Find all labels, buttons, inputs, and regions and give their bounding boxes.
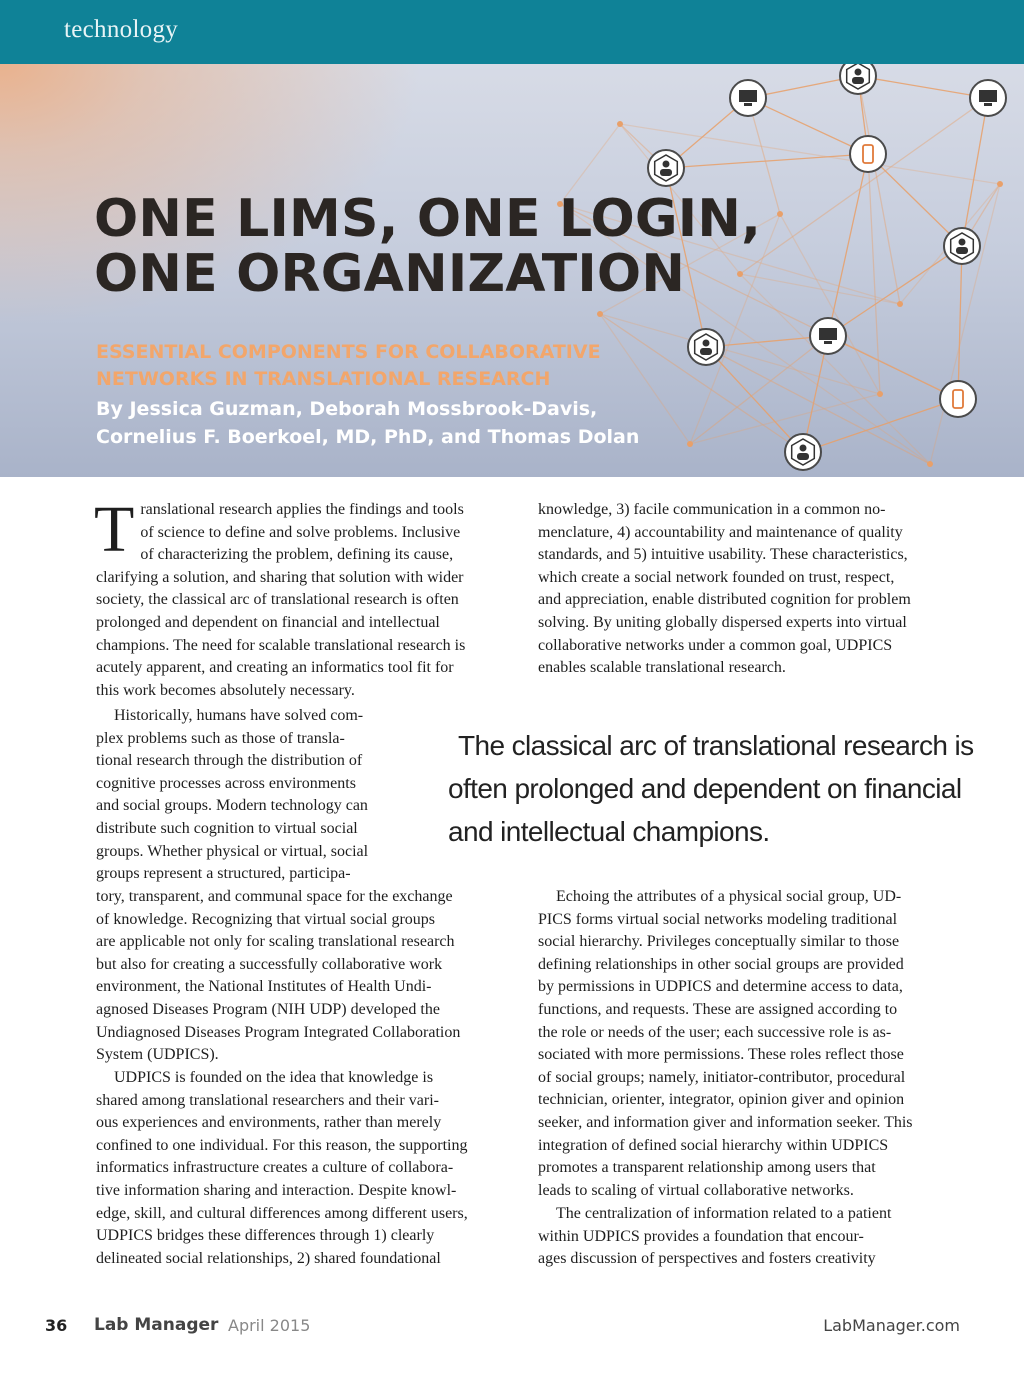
network-link [748, 98, 868, 154]
right-column-top-block [538, 499, 962, 680]
text-line: defining relationships in other social groups are provided [538, 955, 904, 973]
monitor-icon [730, 80, 766, 116]
left-column-udpics-paragraph [96, 1067, 516, 1270]
person-icon [944, 228, 980, 264]
text-line: functions, and requests. These are assigned according to [538, 1000, 898, 1018]
left-column-wide-block [96, 886, 520, 1067]
text-line: leads to scaling of virtual collaborative networks. [538, 1181, 854, 1199]
text-line: which create a social network founded on trust, respect, [538, 568, 895, 586]
network-dot [617, 121, 623, 127]
text-line: ages discussion of perspectives and fosters creativity [538, 1250, 876, 1268]
text-line: ous experiences and environments, rather than merely [96, 1114, 442, 1132]
text-line: of characterizing the problem, defining its cause, [140, 546, 454, 564]
network-dot [777, 211, 783, 217]
left-column-intro [94, 493, 512, 702]
text-line: tory, transparent, and communal space for the exchange [96, 888, 453, 905]
person-icon [688, 329, 724, 365]
text-line: are applicable not only for scaling translational research [96, 933, 455, 951]
right-column-hierarchy-paragraph [538, 886, 962, 1202]
text-line: promotes a transparent relationship among users that [538, 1159, 876, 1177]
text-line: standards, and 5) intuitive usability. These characteristics, [538, 546, 908, 564]
text-line: environment, the National Institutes of Health Undi- [96, 978, 432, 996]
network-link [868, 154, 962, 246]
subtitle-line: NETWORKS IN TRANSLATIONAL RESEARCH [96, 368, 551, 390]
text-line: System (UDPICS). [96, 1046, 219, 1064]
phone-icon [940, 381, 976, 417]
text-line: prolonged and dependent on financial and intellectual [96, 613, 440, 631]
network-link [690, 394, 880, 444]
text-line: social hierarchy. Privileges conceptually similar to those [538, 933, 900, 951]
byline-line: By Jessica Guzman, Deborah Mossbrook-Davis, [96, 398, 598, 420]
pullquote-line: and intellectual champions. [448, 816, 770, 847]
text-line: and appreciation, enable distributed cognition for problem [538, 591, 911, 609]
text-line: clarifying a solution, and sharing that solution with wider [96, 568, 464, 586]
pullquote-line: The classical arc of translational research is [458, 730, 974, 761]
page-number: 36 [45, 1316, 68, 1335]
right-column-centralization-paragraph [538, 1203, 962, 1271]
person-icon [648, 150, 684, 186]
text-line: and social groups. Modern technology can [96, 797, 368, 815]
text-line: by permissions in UDPICS and determine access to data, [538, 978, 903, 996]
text-line: society, the classical arc of translational research is often [96, 591, 459, 609]
network-link [780, 214, 880, 394]
text-line: the role or needs of the user; each successive role is as- [538, 1023, 892, 1041]
article-title [94, 189, 762, 304]
network-link [828, 154, 868, 336]
text-line: tive information sharing and interaction. Despite knowl- [96, 1181, 457, 1199]
text-line: of social groups; namely, initiator-contributor, procedural [538, 1068, 906, 1086]
text-line: confined to one individual. For this reason, the supporting [96, 1136, 468, 1154]
text-line: PICS forms virtual social networks modeling traditional [538, 910, 898, 928]
text-line: acutely apparent, and creating an informatics tool fit for [96, 659, 454, 677]
text-line: The centralization of information related to a patient [556, 1205, 892, 1222]
text-line: of science to define and solve problems. Inclusive [140, 523, 461, 541]
title-line: ONE LIMS, ONE LOGIN, [94, 189, 762, 249]
text-line: Echoing the attributes of a physical social group, UD- [556, 888, 902, 905]
text-line: menclature, 4) accountability and maintenance of quality [538, 523, 903, 541]
monitor-icon [970, 80, 1006, 116]
title-line: ONE ORGANIZATION [94, 244, 686, 304]
text-line: UDPICS bridges these differences through 1) clearly [96, 1227, 435, 1245]
text-line: collaborative networks under a common goal, UDPICS [538, 636, 893, 654]
text-line: sociated with more permissions. These roles reflect those [538, 1046, 904, 1064]
person-icon [785, 434, 821, 470]
text-line: this work becomes absolutely necessary. [96, 681, 355, 699]
text-line: of knowledge. Recognizing that virtual social groups [96, 910, 436, 928]
pull-quote [448, 724, 974, 853]
article-subtitle [96, 339, 601, 393]
subtitle-line: ESSENTIAL COMPONENTS FOR COLLABORATIVE [96, 341, 601, 363]
text-line: agnosed Diseases Program (NIH UDP) developed the [96, 1000, 440, 1018]
network-dot [687, 441, 693, 447]
text-line: integration of defined social hierarchy within UDPICS [538, 1136, 889, 1154]
text-line: technician, orienter, integrator, opinion giver and opinion [538, 1091, 905, 1109]
text-line: delineated social relationships, 2) shared foundational [96, 1249, 441, 1267]
intro-paragraph [94, 493, 512, 702]
website-link[interactable]: LabManager.com [823, 1316, 960, 1335]
text-line: groups represent a structured, participa- [96, 865, 351, 883]
text-line: knowledge, 3) facile communication in a common no- [538, 501, 886, 518]
magazine-name: Lab Manager [94, 1315, 219, 1335]
person-icon [840, 64, 876, 94]
author-byline [96, 395, 639, 451]
text-line: Undiagnosed Diseases Program Integrated Collaboration [96, 1023, 461, 1041]
network-dot [877, 391, 883, 397]
phone-icon [850, 136, 886, 172]
text-line: Historically, humans have solved com- [114, 707, 364, 724]
text-line: informatics infrastructure creates a culture of collabora- [96, 1159, 454, 1177]
pullquote-line: often prolonged and dependent on financial [448, 773, 962, 804]
drop-cap: T [94, 493, 135, 566]
section-label: technology [64, 16, 179, 43]
text-line: tional research through the distribution of [96, 752, 363, 770]
text-line: cognitive processes across environments [96, 774, 356, 792]
issue-date: April 2015 [228, 1316, 311, 1335]
network-link [858, 76, 988, 98]
network-link [958, 246, 962, 399]
left-column-narrow-block [96, 705, 412, 886]
network-link [740, 274, 900, 304]
network-dot [997, 181, 1003, 187]
text-line: plex problems such as those of transla- [96, 729, 345, 747]
text-line: within UDPICS provides a foundation that encour- [538, 1227, 864, 1245]
text-line: shared among translational researchers and their vari- [96, 1091, 439, 1109]
network-link [828, 246, 962, 336]
section-header-bar [0, 0, 1024, 64]
network-dot [897, 301, 903, 307]
text-line: distribute such cognition to virtual social [96, 819, 358, 837]
text-line: seeker, and information giver and information seeker. This [538, 1113, 913, 1131]
network-dot [597, 311, 603, 317]
network-link [858, 76, 900, 304]
text-line: edge, skill, and cultural differences among different users, [96, 1204, 468, 1222]
byline-line: Cornelius F. Boerkoel, MD, PhD, and Thomas Dolan [96, 426, 640, 448]
text-line: but also for creating a successfully collaborative work [96, 955, 443, 973]
text-line: champions. The need for scalable translational research is [96, 636, 466, 654]
text-line: enables scalable translational research. [538, 659, 786, 677]
monitor-icon [810, 318, 846, 354]
text-line: groups. Whether physical or virtual, social [96, 842, 369, 860]
text-line: ranslational research applies the findings and tools [140, 501, 464, 518]
network-dot [927, 461, 933, 467]
text-line: UDPICS is founded on the idea that knowledge is [114, 1069, 434, 1086]
text-line: solving. By uniting globally dispersed experts into virtual [538, 613, 907, 631]
hero-banner [0, 64, 1024, 477]
